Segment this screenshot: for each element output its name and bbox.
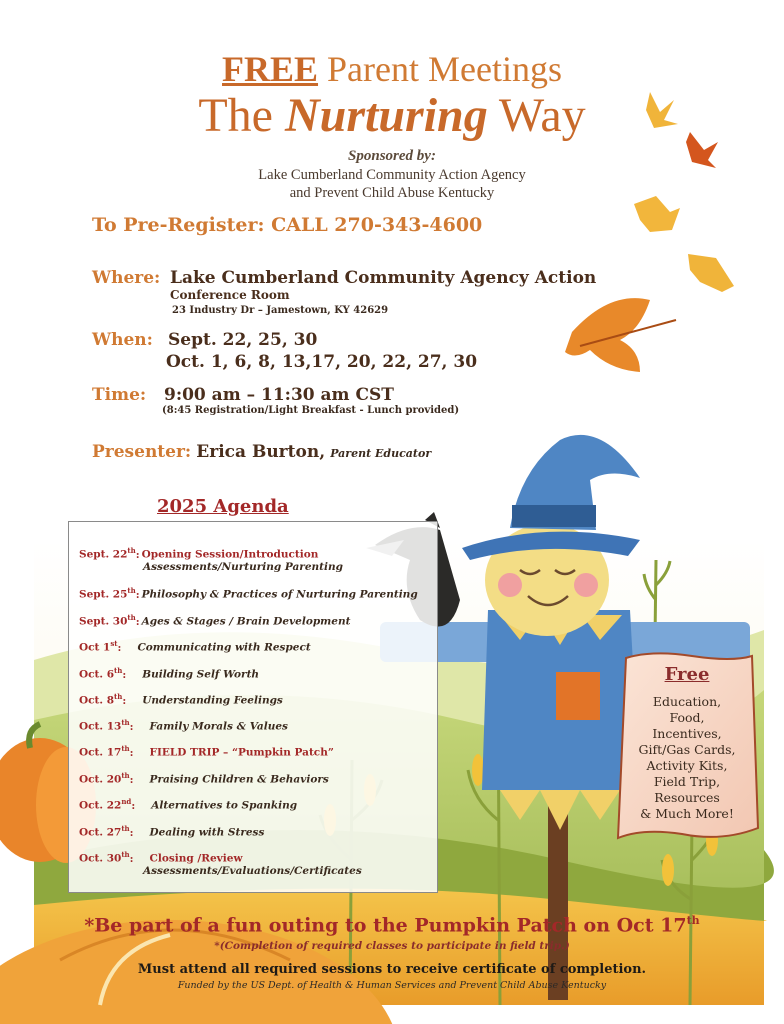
agenda-date-suffix: th	[127, 546, 136, 555]
when-line-1: Sept. 22, 25, 30	[168, 330, 318, 350]
agenda-topic: Understanding Feelings	[142, 694, 283, 707]
agenda-date: Oct. 6	[79, 668, 115, 681]
agenda-date-colon: :	[135, 548, 140, 561]
agenda-item	[79, 546, 343, 573]
agenda-date-colon: :	[131, 799, 136, 812]
where-label: Where:	[92, 268, 161, 288]
agenda-item	[79, 771, 329, 786]
agenda-date: Sept. 25	[79, 588, 128, 601]
agenda-item	[79, 797, 297, 812]
agenda-date-colon: :	[129, 720, 134, 733]
agenda-item	[79, 666, 259, 681]
agenda-topic: Communicating with Respect	[137, 641, 311, 654]
agenda-date-suffix: th	[127, 613, 136, 622]
agenda-title: 2025 Agenda	[157, 496, 289, 517]
agenda-date-suffix: th	[114, 666, 123, 675]
sponsor-line-2: and Prevent Child Abuse Kentucky	[289, 185, 495, 201]
agenda-date-colon: :	[117, 641, 122, 654]
agenda-date: Oct. 22	[79, 799, 122, 812]
agenda-date: Oct. 13	[79, 720, 122, 733]
where-room: Conference Room	[170, 288, 290, 302]
header-line-2	[0, 88, 784, 143]
agenda-date-suffix: th	[121, 824, 130, 833]
free-item: Food,	[669, 710, 705, 725]
free-items-list	[612, 694, 762, 822]
agenda-date-suffix: th	[121, 718, 130, 727]
agenda-date-colon: :	[135, 588, 140, 601]
agenda-date: Oct. 17	[79, 746, 122, 759]
free-item: Gift/Gas Cards,	[638, 742, 736, 757]
presenter-line	[92, 442, 431, 462]
agenda-date: Oct 1	[79, 641, 111, 654]
agenda-date-suffix: th	[121, 850, 130, 859]
free-item: Incentives,	[652, 726, 722, 741]
header-line-2-post: Way	[487, 89, 586, 142]
agenda-item	[79, 639, 311, 654]
agenda-topic: Philosophy & Practices of Nurturing Parenting	[141, 588, 418, 601]
free-item: Field Trip,	[653, 774, 721, 789]
presenter-role: Parent Educator	[330, 447, 432, 460]
outing-sup: th	[686, 914, 700, 927]
agenda-date: Sept. 30	[79, 615, 128, 628]
when-label: When:	[92, 330, 153, 350]
agenda-date: Oct. 20	[79, 773, 122, 786]
agenda-date-suffix: th	[114, 692, 123, 701]
agenda-topic: Dealing with Stress	[149, 826, 265, 839]
agenda-topic: Family Morals & Values	[149, 720, 288, 733]
agenda-topic: Ages & Stages / Brain Development	[141, 615, 351, 628]
agenda-subtopic: Assessments/Evaluations/Certificates	[143, 864, 362, 877]
agenda-topic: Closing /Review	[149, 852, 243, 865]
outing-line	[0, 914, 784, 936]
agenda-date-suffix: nd	[121, 797, 132, 806]
agenda-subtopic: Assessments/Nurturing Parenting	[143, 560, 343, 573]
time-value: 9:00 am – 11:30 am CST	[164, 385, 394, 405]
agenda-date: Sept. 22	[79, 548, 128, 561]
where-address: 23 Industry Dr – Jamestown, KY 42629	[172, 305, 389, 316]
presenter-label: Presenter:	[92, 442, 192, 462]
funded-line: Funded by the US Dept. of Health & Human Services and Prevent Child Abuse Kentucky	[177, 980, 607, 991]
agenda-topic: FIELD TRIP – “Pumpkin Patch”	[149, 746, 334, 759]
agenda-date-suffix: th	[127, 586, 136, 595]
when-line-2: Oct. 1, 6, 8, 13,17, 20, 22, 27, 30	[166, 352, 478, 372]
where-name: Lake Cumberland Community Agency Action	[170, 268, 597, 288]
agenda-date-colon: :	[129, 773, 134, 786]
agenda-date-colon: :	[129, 746, 134, 759]
must-attend-line: Must attend all required sessions to receive certificate of completion.	[137, 962, 647, 977]
free-item: & Much More!	[640, 806, 734, 821]
outing-text: *Be part of a fun outing to the Pumpkin Patch on Oct 17	[84, 914, 687, 937]
sponsor-line-1: Lake Cumberland Community Action Agency	[258, 167, 526, 183]
agenda-topic: Praising Children & Behaviors	[149, 773, 329, 786]
free-title: Free	[664, 664, 710, 685]
header-line-2-pre: The	[198, 89, 285, 142]
agenda-date: Oct. 30	[79, 852, 122, 865]
free-item: Education,	[652, 694, 722, 709]
agenda-date: Oct. 27	[79, 826, 122, 839]
sponsor-label: Sponsored by:	[348, 148, 436, 164]
time-note: (8:45 Registration/Light Breakfast - Lunch provided)	[162, 405, 460, 416]
agenda-date-colon: :	[122, 668, 127, 681]
agenda-date-colon: :	[129, 852, 134, 865]
agenda-item	[79, 850, 362, 877]
agenda-item	[79, 692, 283, 707]
agenda-date: Oct. 8	[79, 694, 115, 707]
agenda-item	[79, 824, 264, 839]
time-label: Time:	[92, 385, 147, 405]
agenda-topic: Opening Session/Introduction	[141, 548, 319, 561]
agenda-item	[79, 744, 334, 759]
agenda-date-colon: :	[122, 694, 127, 707]
header-line-1-rest: Parent Meetings	[318, 49, 562, 89]
agenda-item	[79, 718, 288, 733]
agenda-date-suffix: th	[121, 771, 130, 780]
header-line-1	[0, 48, 784, 90]
agenda-date-colon: :	[129, 826, 134, 839]
agenda-topic: Building Self Worth	[142, 668, 260, 681]
agenda-date-suffix: th	[121, 744, 130, 753]
agenda-box	[68, 521, 438, 893]
preregister-line: To Pre-Register: CALL 270-343-4600	[92, 214, 483, 236]
agenda-topic: Alternatives to Spanking	[151, 799, 298, 812]
header-emphasis: Nurturing	[284, 89, 488, 142]
outing-note: *(Completion of required classes to participate in field trip.)	[214, 940, 570, 952]
agenda-date-colon: :	[135, 615, 140, 628]
agenda-date-suffix: st	[110, 639, 118, 648]
free-word: FREE	[222, 49, 319, 89]
presenter-name: Erica Burton,	[196, 442, 326, 462]
free-item: Activity Kits,	[646, 758, 728, 773]
free-item: Resources	[654, 790, 720, 805]
agenda-item	[79, 586, 418, 601]
agenda-item	[79, 613, 350, 628]
